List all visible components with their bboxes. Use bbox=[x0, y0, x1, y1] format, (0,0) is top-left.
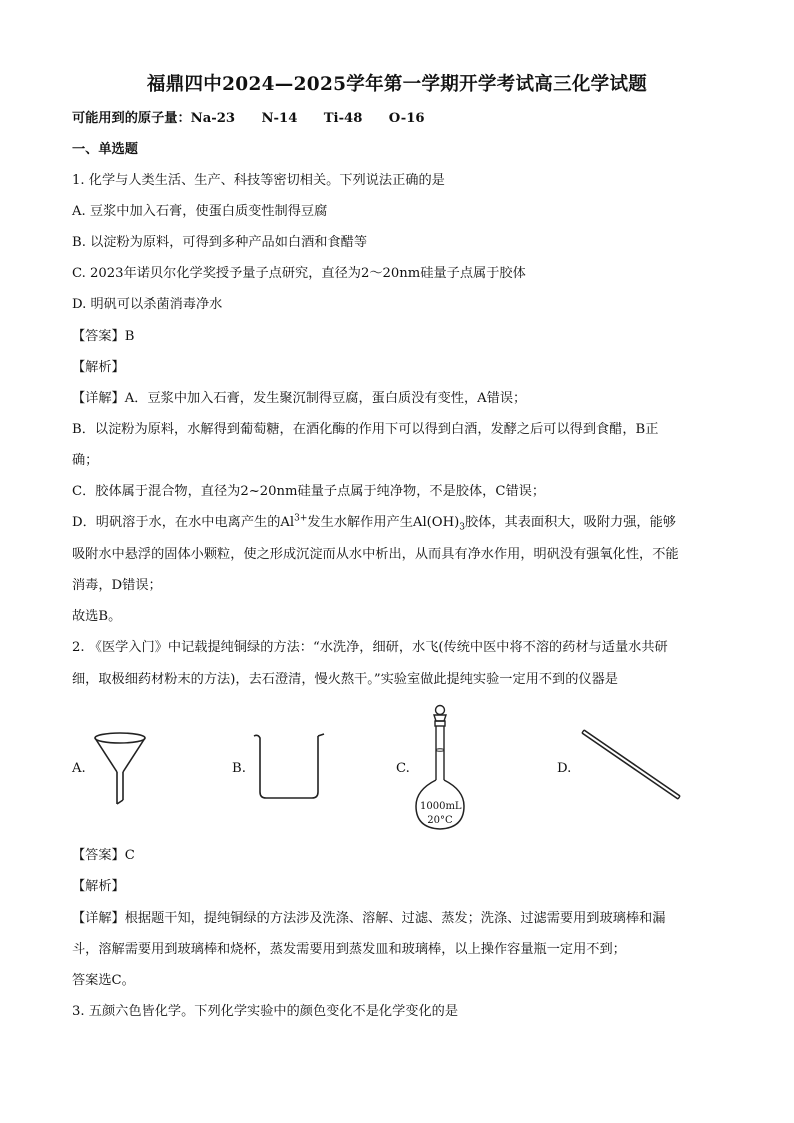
q2-answer: 【答案】C bbox=[72, 848, 135, 863]
q3-stem: 3. 五颜六色皆化学。下列化学实验中的颜色变化不是化学变化的是 bbox=[72, 1004, 459, 1019]
q2-detail-line: 斗，溶解需要用到玻璃棒和烧杯，蒸发需要用到蒸发皿和玻璃棒，以上操作容量瓶一定用不到； bbox=[72, 942, 626, 957]
q1-detail-line: 消毒，D错误； bbox=[72, 578, 162, 593]
q2-detail-line: 【详解】根据题干知，提纯铜绿的方法涉及洗涤、溶解、过滤、蒸发；洗涤、过滤需要用到玻璃棒和漏 bbox=[72, 911, 666, 926]
q1-detail-line: 【详解】A．豆浆中加入石膏，发生聚沉制得豆腐，蛋白质没有变性，A错误； bbox=[72, 391, 527, 406]
q1-option-b: B. 以淀粉为原料，可得到多种产品如白酒和食醋等 bbox=[72, 235, 368, 250]
q2-conclusion: 答案选C。 bbox=[72, 973, 135, 988]
q1-option-a: A. 豆浆中加入石膏，使蛋白质变性制得豆腐 bbox=[72, 204, 328, 219]
q1-option-c: C. 2023年诺贝尔化学奖授予量子点研究，直径为2～20nm硅量子点属于胶体 bbox=[72, 266, 526, 281]
q2-option-c-label: C. bbox=[396, 761, 410, 776]
q1-detail-line: 吸附水中悬浮的固体小颗粒，使之形成沉淀而从水中析出，从而具有净水作用，明矾没有强氧化性，不能 bbox=[72, 547, 679, 562]
q1-detail-line: C．胶体属于混合物，直径为2~20nm硅量子点属于纯净物，不是胶体，C错误； bbox=[72, 484, 546, 499]
formula-subscript: 3 bbox=[459, 522, 465, 533]
q1-detail-text: 胶体，其表面积大，吸附力强，能够 bbox=[465, 515, 676, 530]
q1-detail-line: 确； bbox=[72, 453, 99, 468]
q1-detail-text: D．明矾溶于水，在水中电离产生的Al bbox=[72, 515, 295, 530]
page-title: 福鼎四中2024—2025学年第一学期开学考试高三化学试题 bbox=[146, 74, 648, 95]
q2-option-a-label: A. bbox=[72, 761, 86, 776]
q2-stem: 2. 《医学入门》中记载提纯铜绿的方法：“水洗净，细研，水飞(传统中医中将不溶的药材与适量水共研 bbox=[72, 640, 668, 655]
q1-stem: 1. 化学与人类生活、生产、科技等密切相关。下列说法正确的是 bbox=[72, 173, 445, 188]
q2-option-b-label: B. bbox=[232, 761, 246, 776]
ion-charge: 3+ bbox=[294, 513, 308, 524]
q1-option-d: D. 明矾可以杀菌消毒净水 bbox=[72, 297, 223, 312]
flask-temperature-label: 20°C bbox=[427, 815, 453, 826]
q1-analysis-heading: 【解析】 bbox=[72, 360, 125, 375]
q1-detail-text: 发生水解作用产生Al(OH) bbox=[307, 515, 460, 530]
q1-answer: 【答案】B bbox=[72, 329, 135, 344]
beaker-icon bbox=[250, 730, 328, 802]
q1-conclusion: 故选B。 bbox=[72, 609, 122, 624]
q2-option-d-label: D. bbox=[557, 761, 572, 776]
funnel-icon bbox=[90, 730, 150, 808]
atomic-mass-line: 可能用到的原子量：Na-23 N-14 Ti-48 O-16 bbox=[72, 111, 425, 126]
q2-analysis-heading: 【解析】 bbox=[72, 879, 125, 894]
glass-rod-icon bbox=[578, 728, 684, 806]
q2-stem: 细，取极细药材粉末的方法)，去石澄清，慢火熬干。”实验室做此提纯实验一定用不到的仪器是 bbox=[72, 672, 618, 687]
q1-detail-line bbox=[72, 514, 676, 532]
flask-volume-label: 1000mL bbox=[420, 801, 462, 812]
q1-detail-line: B．以淀粉为原料，水解得到葡萄糖，在酒化酶的作用下可以得到白酒，发酵之后可以得到食醋，B正 bbox=[72, 422, 659, 437]
section-heading: 一、单选题 bbox=[72, 142, 138, 157]
